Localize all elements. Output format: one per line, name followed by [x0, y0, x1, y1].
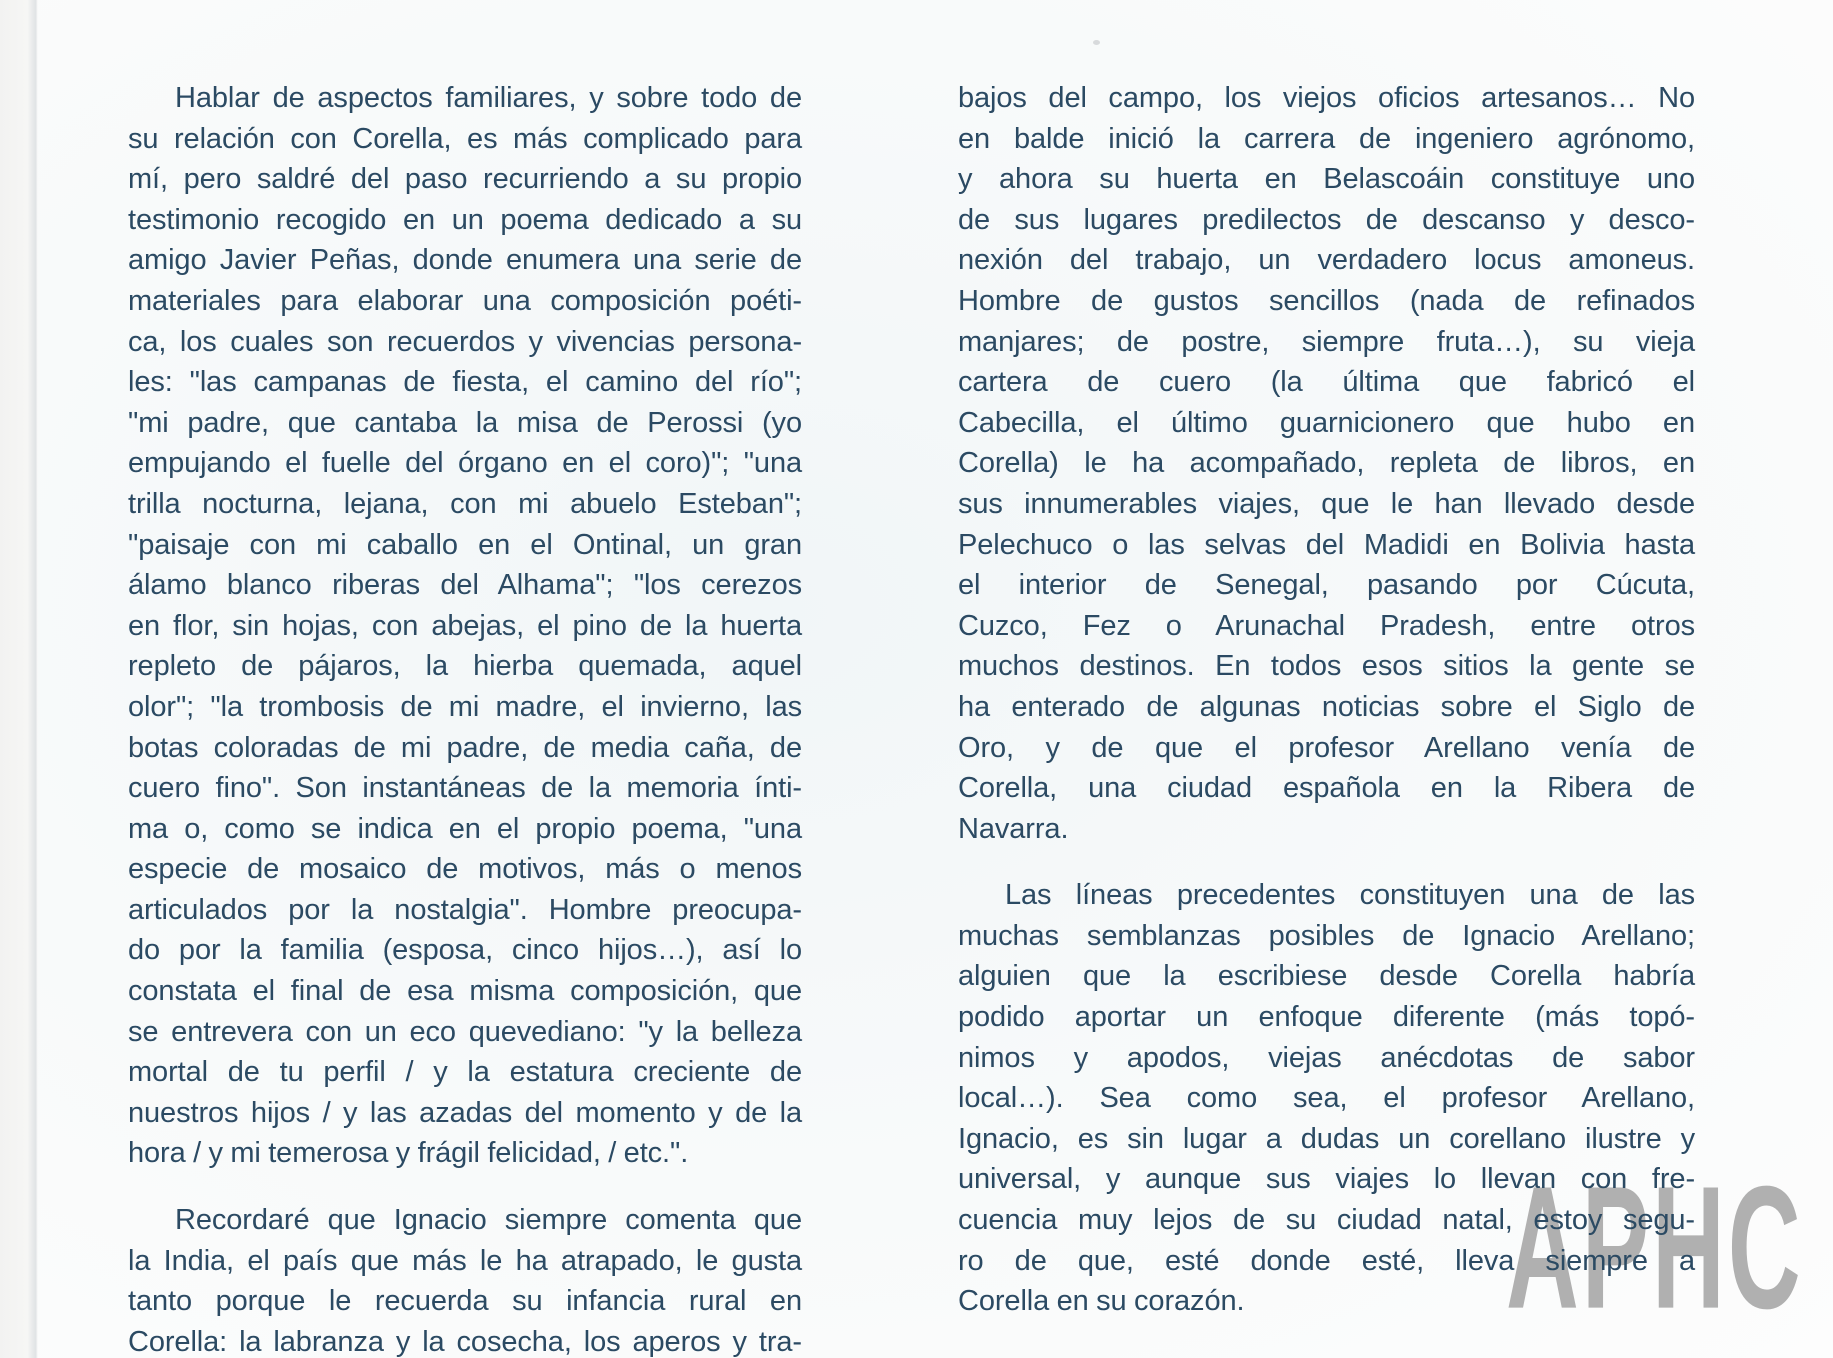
- aphc-watermark: APHC: [1506, 1149, 1804, 1346]
- text-line: trilla nocturna, lejana, con mi abuelo Esteban";: [128, 487, 802, 520]
- text-line: universal, y aunque sus viajes lo llevan con fre-: [958, 1163, 1695, 1196]
- text-line: Pelechuco o las selvas del Madidi en Bolivia hasta: [958, 528, 1695, 561]
- text-line: ha enterado de algunas noticias sobre el Siglo de: [958, 690, 1695, 723]
- right-text-column: [958, 78, 1695, 1348]
- text-line: ca, los cuales son recuerdos y vivencias persona-: [128, 325, 802, 358]
- text-line: hora / y mi temerosa y frágil felicidad, / etc.".: [128, 1137, 689, 1170]
- text-line: empujando el fuelle del órgano en el coro)"; "una: [128, 447, 802, 480]
- text-line: "paisaje con mi caballo en el Ontinal, un gran: [128, 528, 802, 561]
- text-line: en balde inició la carrera de ingeniero agrónomo,: [958, 122, 1695, 155]
- text-line: testimonio recogido en un poema dedicado a su: [128, 203, 802, 236]
- text-line: Hombre de gustos sencillos (nada de refinados: [958, 284, 1695, 317]
- text-line: Corella, una ciudad española en la Ribera de: [958, 772, 1695, 805]
- text-line: Cuzco, Fez o Arunachal Pradesh, entre otros: [958, 609, 1695, 642]
- text-line: muchos destinos. En todos esos sitios la gente se: [958, 650, 1695, 683]
- text-line: Ignacio, es sin lugar a dudas un corellano ilustre y: [958, 1122, 1695, 1155]
- text-line: el interior de Senegal, pasando por Cúcuta,: [958, 569, 1695, 602]
- text-line: Corella) le ha acompañado, repleta de libros, en: [958, 447, 1695, 480]
- text-line: tanto porque le recuerda su infancia rural en: [128, 1285, 802, 1318]
- text-line: su relación con Corella, es más complicado para: [128, 122, 802, 155]
- text-line: mortal de tu perfil / y la estatura creciente de: [128, 1056, 802, 1089]
- text-line: do por la familia (esposa, cinco hijos…), así lo: [128, 934, 802, 967]
- text-line: podido aportar un enfoque diferente (más topó-: [958, 1001, 1695, 1034]
- text-line: cuero fino". Son instantáneas de la memoria ínti-: [128, 772, 802, 805]
- text-line: se entrevera con un eco quevediano: "y la belleza: [128, 1015, 802, 1048]
- text-line: cartera de cuero (la última que fabricó el: [958, 366, 1695, 399]
- text-line: la India, el país que más le ha atrapado, le gusta: [128, 1244, 802, 1277]
- text-line: ma o, como se indica en el propio poema, "una: [128, 812, 802, 845]
- text-line: Las líneas precedentes constituyen una de las: [1005, 879, 1695, 912]
- text-line: les: "las campanas de fiesta, el camino del río";: [128, 366, 802, 399]
- text-line: Hablar de aspectos familiares, y sobre todo de: [175, 82, 802, 114]
- text-line: álamo blanco riberas del Alhama"; "los cerezos: [128, 569, 802, 602]
- scan-edge-shadow: [0, 0, 38, 1358]
- scan-speck: [1093, 40, 1100, 45]
- left-paragraph-2: [128, 1200, 802, 1358]
- text-line: muchas semblanzas posibles de Ignacio Arellano;: [958, 919, 1695, 952]
- left-paragraph-1: [128, 78, 802, 1174]
- text-line: Corella: la labranza y la cosecha, los aperos y tra-: [128, 1325, 802, 1358]
- text-line: mí, pero saldré del paso recurriendo a su propio: [128, 163, 802, 196]
- text-line: de sus lugares predilectos de descanso y desco-: [958, 203, 1695, 236]
- text-line: "mi padre, que cantaba la misa de Perossi (yo: [128, 406, 802, 439]
- text-line: bajos del campo, los viejos oficios artesanos… No: [958, 82, 1695, 114]
- text-line: alguien que la escribiese desde Corella habría: [958, 960, 1695, 993]
- text-line: nuestros hijos / y las azadas del momento y de la: [128, 1096, 802, 1129]
- text-line: en flor, sin hojas, con abejas, el pino de la huerta: [128, 609, 802, 642]
- text-line: manjares; de postre, siempre fruta…), su vieja: [958, 325, 1695, 358]
- text-line: Recordaré que Ignacio siempre comenta que: [175, 1204, 802, 1237]
- text-line: Cabecilla, el último guarnicionero que hubo en: [958, 406, 1695, 439]
- text-line: cuencia muy lejos de su ciudad natal, estoy segu-: [958, 1204, 1695, 1237]
- text-line: nimos y apodos, viejas anécdotas de sabor: [958, 1041, 1695, 1074]
- text-line: Navarra.: [958, 812, 1069, 845]
- text-line: amigo Javier Peñas, donde enumera una serie de: [128, 244, 802, 277]
- text-line: nexión del trabajo, un verdadero locus amoneus.: [958, 244, 1695, 277]
- right-paragraph-2: [958, 875, 1695, 1322]
- text-line: y ahora su huerta en Belascoáin constituye uno: [958, 163, 1695, 196]
- text-line: olor"; "la trombosis de mi madre, el invierno, las: [128, 690, 802, 723]
- left-text-column: [128, 78, 802, 1358]
- text-line: ro de que, esté donde esté, lleva siempre a: [958, 1244, 1695, 1277]
- text-line: especie de mosaico de motivos, más o menos: [128, 853, 802, 886]
- right-paragraph-1: [958, 78, 1695, 849]
- text-line: articulados por la nostalgia". Hombre preocupa-: [128, 893, 802, 926]
- text-line: local…). Sea como sea, el profesor Arellano,: [958, 1082, 1695, 1115]
- text-line: sus innumerables viajes, que le han llevado desde: [958, 487, 1695, 520]
- text-line: Oro, y de que el profesor Arellano venía de: [958, 731, 1695, 764]
- text-line: materiales para elaborar una composición poéti-: [128, 284, 802, 317]
- text-line: Corella en su corazón.: [958, 1285, 1245, 1318]
- text-line: repleto de pájaros, la hierba quemada, aquel: [128, 650, 802, 683]
- text-line: constata el final de esa misma composición, que: [128, 975, 802, 1008]
- text-line: botas coloradas de mi padre, de media caña, de: [128, 731, 802, 764]
